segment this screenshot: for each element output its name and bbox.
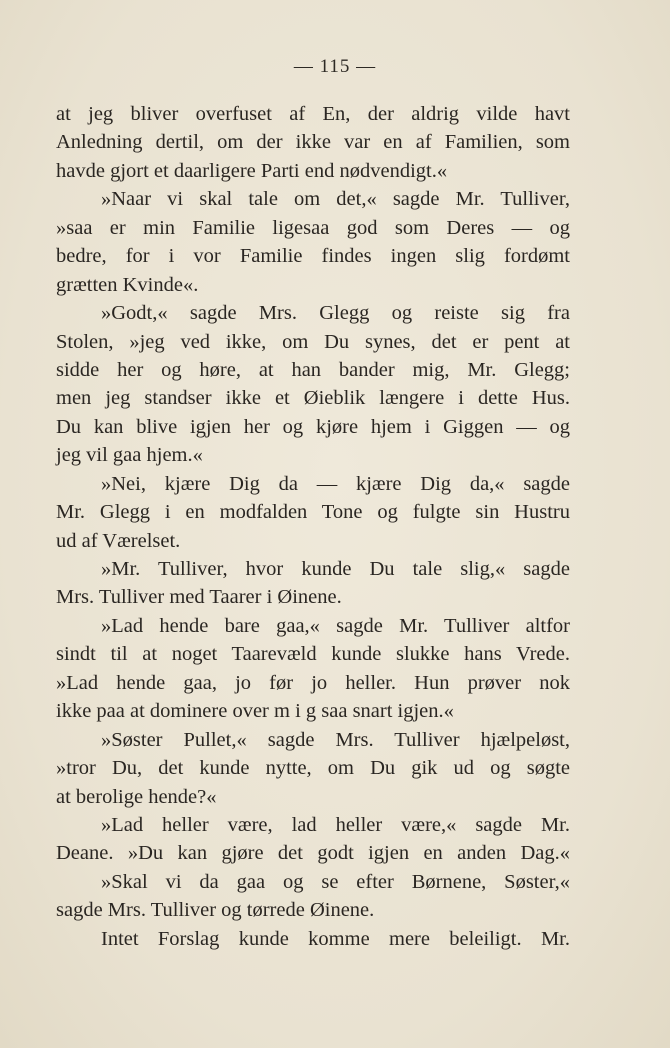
text-line: »tror Du, det kunde nytte, om Du gik ud og søgte bbox=[56, 757, 570, 780]
text-line: Mr. Glegg i en modfalden Tone og fulgte sin Hustru bbox=[56, 501, 570, 524]
text-line: sidde her og høre, at han bander mig, Mr. Glegg; bbox=[56, 358, 570, 381]
text-line: »Lad heller være, lad heller være,« sagde Mr. bbox=[101, 813, 570, 836]
text-line: bedre, for i vor Familie findes ingen slig fordømt bbox=[56, 245, 570, 268]
text-line: grætten Kvinde«. bbox=[56, 273, 199, 296]
text-line: sagde Mrs. Tulliver og tørrede Øinene. bbox=[56, 899, 375, 922]
text-line: sindt til at noget Taarevæld kunde slukke hans Vrede. bbox=[56, 643, 570, 666]
text-line: jeg vil gaa hjem.« bbox=[56, 444, 203, 467]
text-line: »Naar vi skal tale om det,« sagde Mr. Tulliver, bbox=[101, 188, 570, 211]
text-line: »Søster Pullet,« sagde Mrs. Tulliver hjælpeløst, bbox=[101, 728, 570, 751]
text-line: »Skal vi da gaa og se efter Børnene, Søster,« bbox=[101, 870, 570, 893]
text-line: havde gjort et daarligere Parti end nødvendigt.« bbox=[56, 159, 448, 182]
text-line: ud af Værelset. bbox=[56, 529, 181, 552]
text-line: Intet Forslag kunde komme mere beleiligt. Mr. bbox=[101, 927, 570, 950]
text-line: »Lad hende gaa, jo før jo heller. Hun prøver nok bbox=[56, 671, 570, 694]
text-line: at jeg bliver overfuset af En, der aldrig vilde havt bbox=[56, 103, 570, 125]
text-line: »Lad hende bare gaa,« sagde Mr. Tulliver altfor bbox=[101, 614, 570, 637]
text-line: Stolen, »jeg ved ikke, om Du synes, det er pent at bbox=[56, 330, 570, 353]
page-number: — 115 — bbox=[293, 56, 377, 77]
text-line: Anledning dertil, om der ikke var en af Familien, som bbox=[56, 131, 570, 154]
text-line: Mrs. Tulliver med Taarer i Øinene. bbox=[56, 586, 342, 609]
body-text bbox=[56, 100, 570, 953]
text-line: Deane. »Du kan gjøre det godt igjen en anden Dag.« bbox=[56, 842, 570, 865]
text-line: Du kan blive igjen her og kjøre hjem i Giggen — og bbox=[56, 415, 570, 438]
text-line: »Nei, kjære Dig da — kjære Dig da,« sagde bbox=[101, 472, 570, 495]
text-line: at berolige hende?« bbox=[56, 785, 217, 808]
text-line: men jeg standser ikke et Øieblik længere i dette Hus. bbox=[56, 387, 570, 410]
text-line: »Mr. Tulliver, hvor kunde Du tale slig,« sagde bbox=[101, 558, 570, 580]
text-line: »Godt,« sagde Mrs. Glegg og reiste sig fra bbox=[101, 302, 570, 325]
text-line: ikke paa at dominere over m i g saa snart igjen.« bbox=[56, 700, 454, 723]
text-line: »saa er min Familie ligesaa god som Deres — og bbox=[56, 216, 570, 239]
